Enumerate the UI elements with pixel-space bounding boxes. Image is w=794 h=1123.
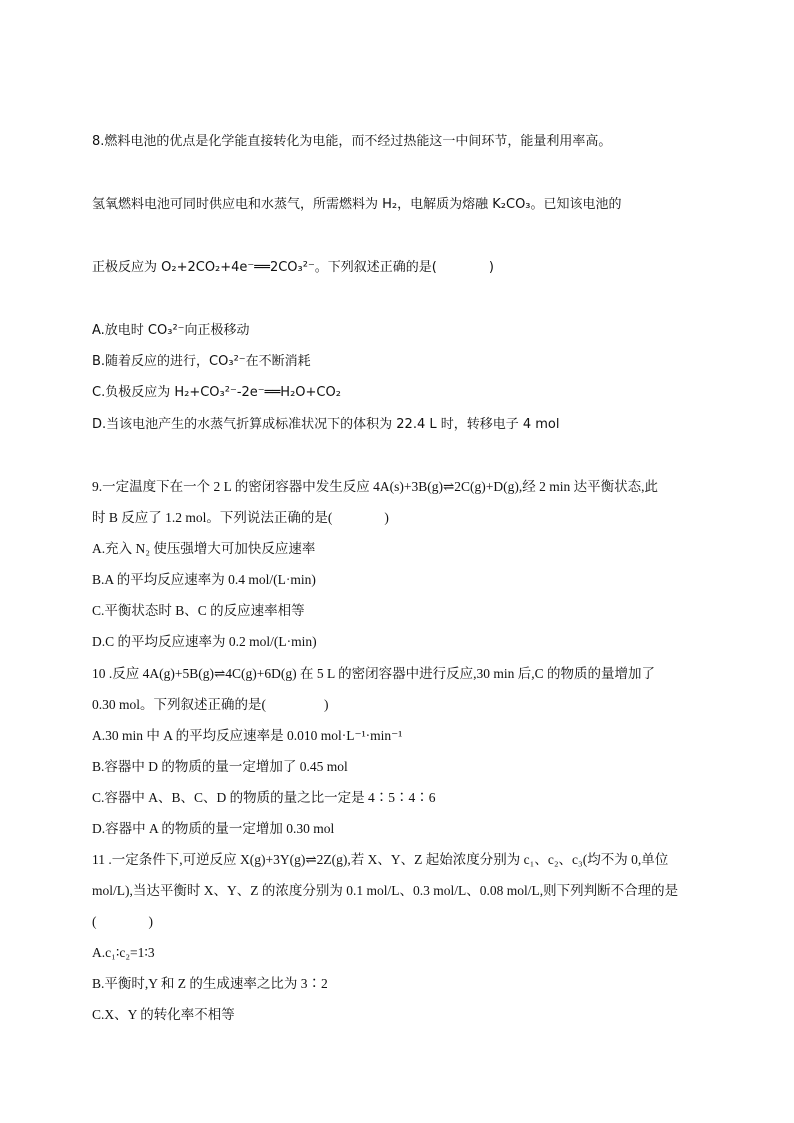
q10-stem-line-2 [92, 696, 329, 714]
q8-close-paren: ) [488, 260, 494, 275]
q9-close-paren: ) [384, 510, 389, 525]
q10-close-paren: ) [324, 697, 329, 712]
q10-stem-line-1: 10 .反应 4A(g)+5B(g)⇌4C(g)+6D(g) 在 5 L 的密闭容器中进行反应,30 min 后,C 的物质的量增加了 [92, 666, 656, 681]
q10-stem-text: 0.30 mol。下列叙述正确的是( [92, 697, 266, 712]
q11-open-paren: ( [92, 914, 97, 929]
q9-stem-text: 时 B 反应了 1.2 mol。下列说法正确的是( [92, 510, 333, 525]
q11-stem-line-1: 11 .一定条件下,可逆反应 X(g)+3Y(g)⇌2Z(g),若 X、Y、Z 起始浓度分别为 c₁、c₂、c₃(均不为 0,单位 [92, 852, 669, 867]
q8-stem-line-1: 8.燃料电池的优点是化学能直接转化为电能，而不经过热能这一中间环节，能量利用率高。 [92, 134, 612, 149]
q8-option-d: D.当该电池产生的水蒸气折算成标准状况下的体积为 22.4 L 时，转移电子 4 mol [92, 417, 560, 432]
q11-close-paren: ) [148, 914, 153, 929]
q8-option-a: A.放电时 CO₃²⁻向正极移动 [92, 323, 250, 338]
q8-stem-text: 正极反应为 O₂+2CO₂+4e⁻══2CO₃²⁻。下列叙述正确的是( [92, 260, 437, 275]
q10-option-b: B.容器中 D 的物质的量一定增加了 0.45 mol [92, 759, 348, 774]
q9-option-d: D.C 的平均反应速率为 0.2 mol/(L·min) [92, 634, 317, 649]
q11-option-c: C.X、Y 的转化率不相等 [92, 1007, 235, 1022]
q10-option-d: D.容器中 A 的物质的量一定增加 0.30 mol [92, 821, 335, 836]
q11-option-a: A.c₁∶c₂=1∶3 [92, 945, 155, 960]
q8-stem-line-2: 氢氧燃料电池可同时供应电和水蒸气，所需燃料为 H₂，电解质为熔融 K₂CO₃。已知该电池的 [92, 197, 622, 212]
q9-option-c: C.平衡状态时 B、C 的反应速率相等 [92, 603, 305, 618]
q8-option-c: C.负极反应为 H₂+CO₃²⁻-2e⁻══H₂O+CO₂ [92, 385, 341, 400]
q9-option-a: A.充入 N₂ 使压强增大可加快反应速率 [92, 541, 316, 556]
q8-option-b: B.随着反应的进行，CO₃²⁻在不断消耗 [92, 354, 311, 369]
q11-option-b: B.平衡时,Y 和 Z 的生成速率之比为 3∶2 [92, 976, 328, 991]
q9-stem-line-2 [92, 509, 389, 527]
q10-option-a: A.30 min 中 A 的平均反应速率是 0.010 mol·L⁻¹·min⁻¹ [92, 728, 403, 743]
q11-stem-line-2: mol/L),当达平衡时 X、Y、Z 的浓度分别为 0.1 mol/L、0.3 mol/L、0.08 mol/L,则下列判断不合理的是 [92, 883, 679, 898]
q9-option-b: B.A 的平均反应速率为 0.4 mol/(L·min) [92, 572, 316, 587]
q10-option-c: C.容器中 A、B、C、D 的物质的量之比一定是 4∶5∶4∶6 [92, 790, 436, 805]
q9-stem-line-1: 9.一定温度下在一个 2 L 的密闭容器中发生反应 4A(s)+3B(g)⇌2C(g)+D(g),经 2 min 达平衡状态,此 [92, 479, 659, 494]
q8-stem-line-3 [92, 259, 494, 277]
q11-stem-line-3 [92, 913, 153, 931]
